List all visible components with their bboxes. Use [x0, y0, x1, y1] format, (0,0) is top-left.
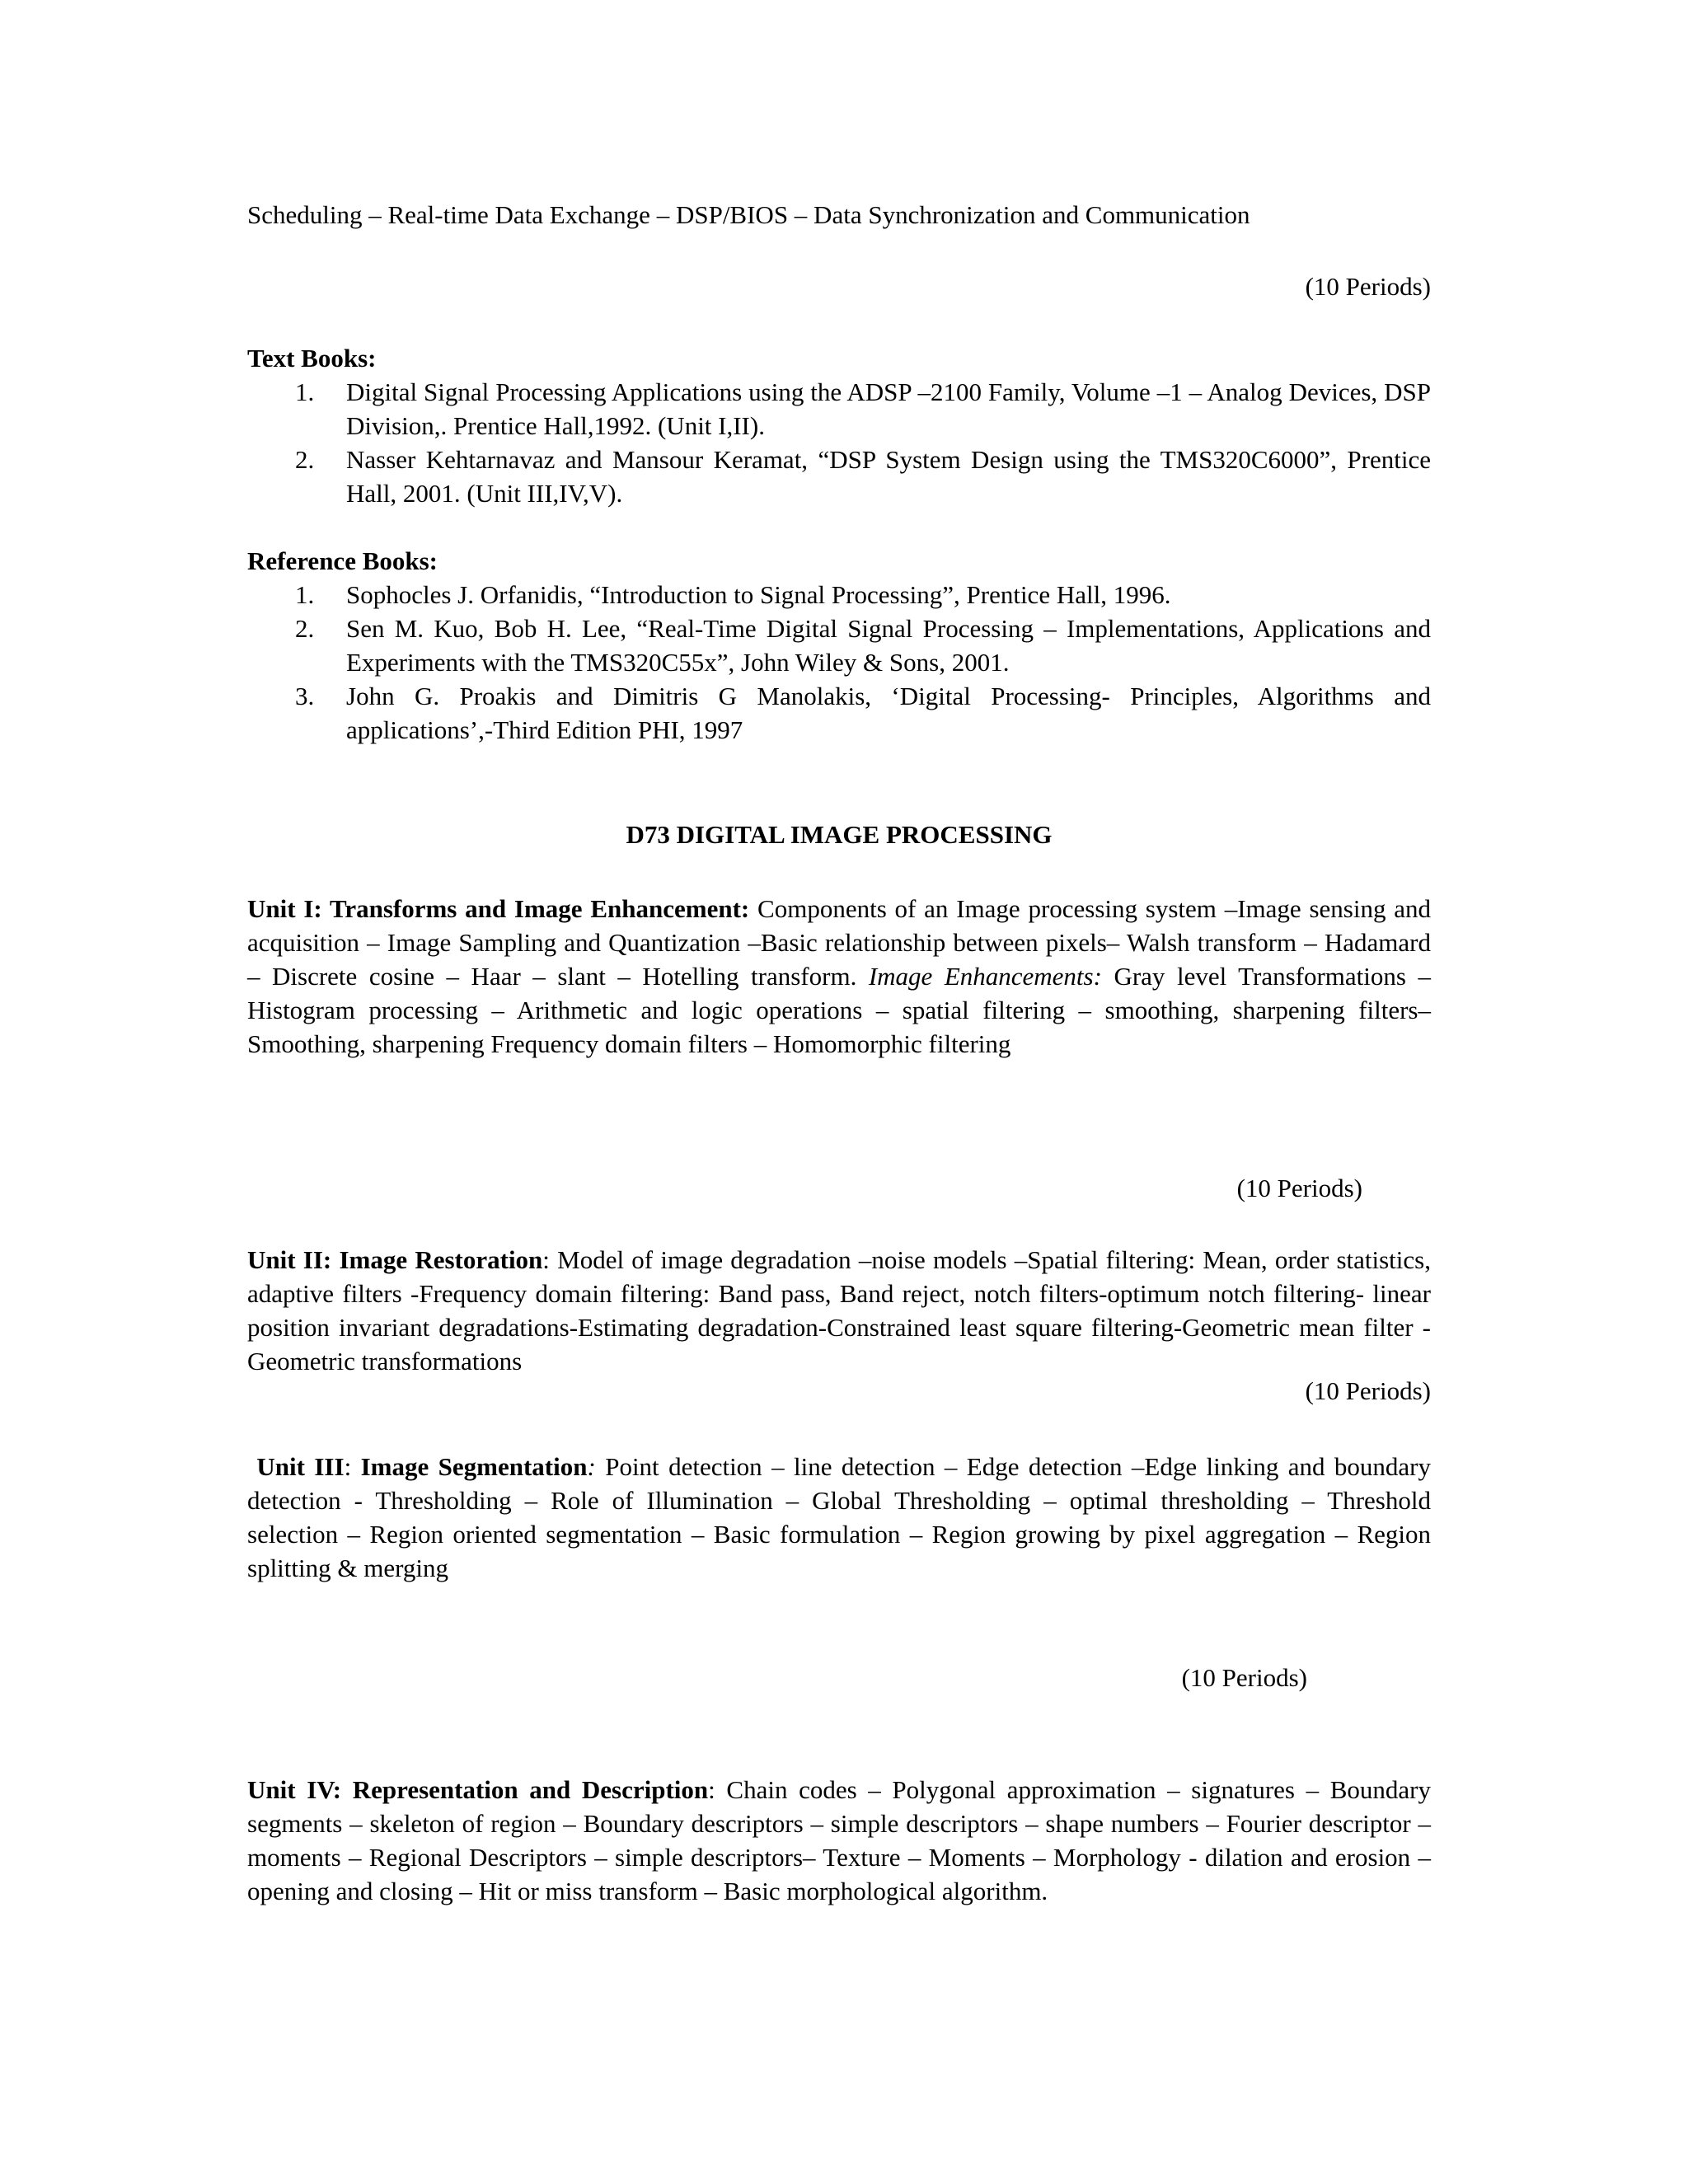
list-item-text: Sophocles J. Orfanidis, “Introduction to Signal Processing”, Prentice Hall, 1996.	[346, 580, 1171, 609]
list-item	[295, 612, 1431, 679]
unit-4-paragraph	[247, 1773, 1431, 1908]
unit-2-text: : Model of image degradation –noise models –Spatial filtering: Mean, order statistics, adaptive filters -Frequency domain filtering: Band pass, Band reject, notch filters-optimum notch filtering- linear position invariant degradations-Estimating degradation-Constrained least square filtering-Geometric mean filter -Geometric transformations	[247, 1245, 1431, 1376]
list-item	[295, 578, 1431, 612]
unit-1-text-b: Gray level Transformations – Histogram processing – Arithmetic and logic operations – spatial filtering – smoothing, sharpening filters– Smoothing, sharpening Frequency domain filters – Homomorphic filtering	[247, 962, 1431, 1058]
list-item	[295, 679, 1431, 747]
course-title: D73 DIGITAL IMAGE PROCESSING	[626, 820, 1053, 849]
text-books-section	[247, 341, 1431, 510]
periods-label: (10 Periods)	[1305, 272, 1431, 301]
reference-books-section	[247, 544, 1431, 747]
list-item-number: 3.	[295, 682, 315, 710]
list-item-number: 1.	[295, 580, 315, 609]
list-item-number: 1.	[295, 377, 315, 406]
unit-3-title-b: Image Segmentation	[360, 1452, 588, 1481]
list-item-text: Digital Signal Processing Applications using the ADSP –2100 Family, Volume –1 – Analog Devices, DSP Division,. Prentice Hall,1992. (Unit I,II).	[346, 377, 1431, 440]
periods-label: (10 Periods)	[1181, 1663, 1307, 1692]
reference-books-heading: Reference Books:	[247, 546, 438, 575]
intro-line: Scheduling – Real-time Data Exchange – DSP/BIOS – Data Synchronization and Communication	[247, 200, 1250, 229]
unit-2-paragraph	[247, 1243, 1431, 1378]
unit-1-text-a: Components of an Image processing system –Image sensing and acquisition – Image Sampling and Quantization –Basic relationship between pixels– Walsh transform – Hadamard – Discrete cosine – Haar – slant – Hotelling transform.	[247, 894, 1431, 991]
periods-label: (10 Periods)	[1236, 1174, 1362, 1202]
unit-4-text: : Chain codes – Polygonal approximation – signatures – Boundary segments – skeleton of region – Boundary descriptors – simple descriptors – shape numbers – Fourier descriptor – moments – Regional Descriptors – simple descriptors– Texture – Moments – Morphology - dilation and erosion – opening and closing – Hit or miss transform – Basic morphological algorithm.	[247, 1775, 1431, 1905]
text-books-list	[247, 375, 1431, 510]
unit-3-italic: :	[587, 1452, 596, 1481]
unit-1-italic: Image Enhancements:	[868, 962, 1102, 991]
reference-books-list	[247, 578, 1431, 747]
list-item	[295, 375, 1431, 443]
list-item-number: 2.	[295, 445, 315, 474]
list-item-text: Nasser Kehtarnavaz and Mansour Keramat, “DSP System Design using the TMS320C6000”, Prentice Hall, 2001. (Unit III,IV,V).	[346, 445, 1431, 508]
unit-3-text: Point detection – line detection – Edge detection –Edge linking and boundary detection - Thresholding – Role of Illumination – Global Thresholding – optimal thresholding – Threshold selection – Region oriented segmentation – Basic formulation – Region growing by pixel aggregation – Region splitting & merging	[247, 1452, 1431, 1582]
list-item-text: John G. Proakis and Dimitris G Manolakis, ‘Digital Processing- Principles, Algorithms and applications’,-Third Edition PHI, 1997	[346, 682, 1431, 744]
unit-4-title: Unit IV: Representation and Description	[247, 1775, 709, 1804]
list-item-text: Sen M. Kuo, Bob H. Lee, “Real-Time Digital Signal Processing – Implementations, Applications and Experiments with the TMS320C55x”, John Wiley & Sons, 2001.	[346, 614, 1431, 677]
periods-label: (10 Periods)	[1305, 1376, 1431, 1405]
list-item	[295, 443, 1431, 510]
list-item-number: 2.	[295, 614, 315, 643]
unit-3-paragraph	[247, 1450, 1431, 1585]
unit-3-sep: :	[344, 1452, 361, 1481]
unit-1-paragraph	[247, 892, 1431, 1061]
unit-2-title: Unit II: Image Restoration	[247, 1245, 543, 1274]
unit-3-title-a: Unit III	[256, 1452, 345, 1481]
text-books-heading: Text Books:	[247, 344, 377, 373]
unit-1-title: Unit I: Transforms and Image Enhancement:	[247, 894, 750, 923]
